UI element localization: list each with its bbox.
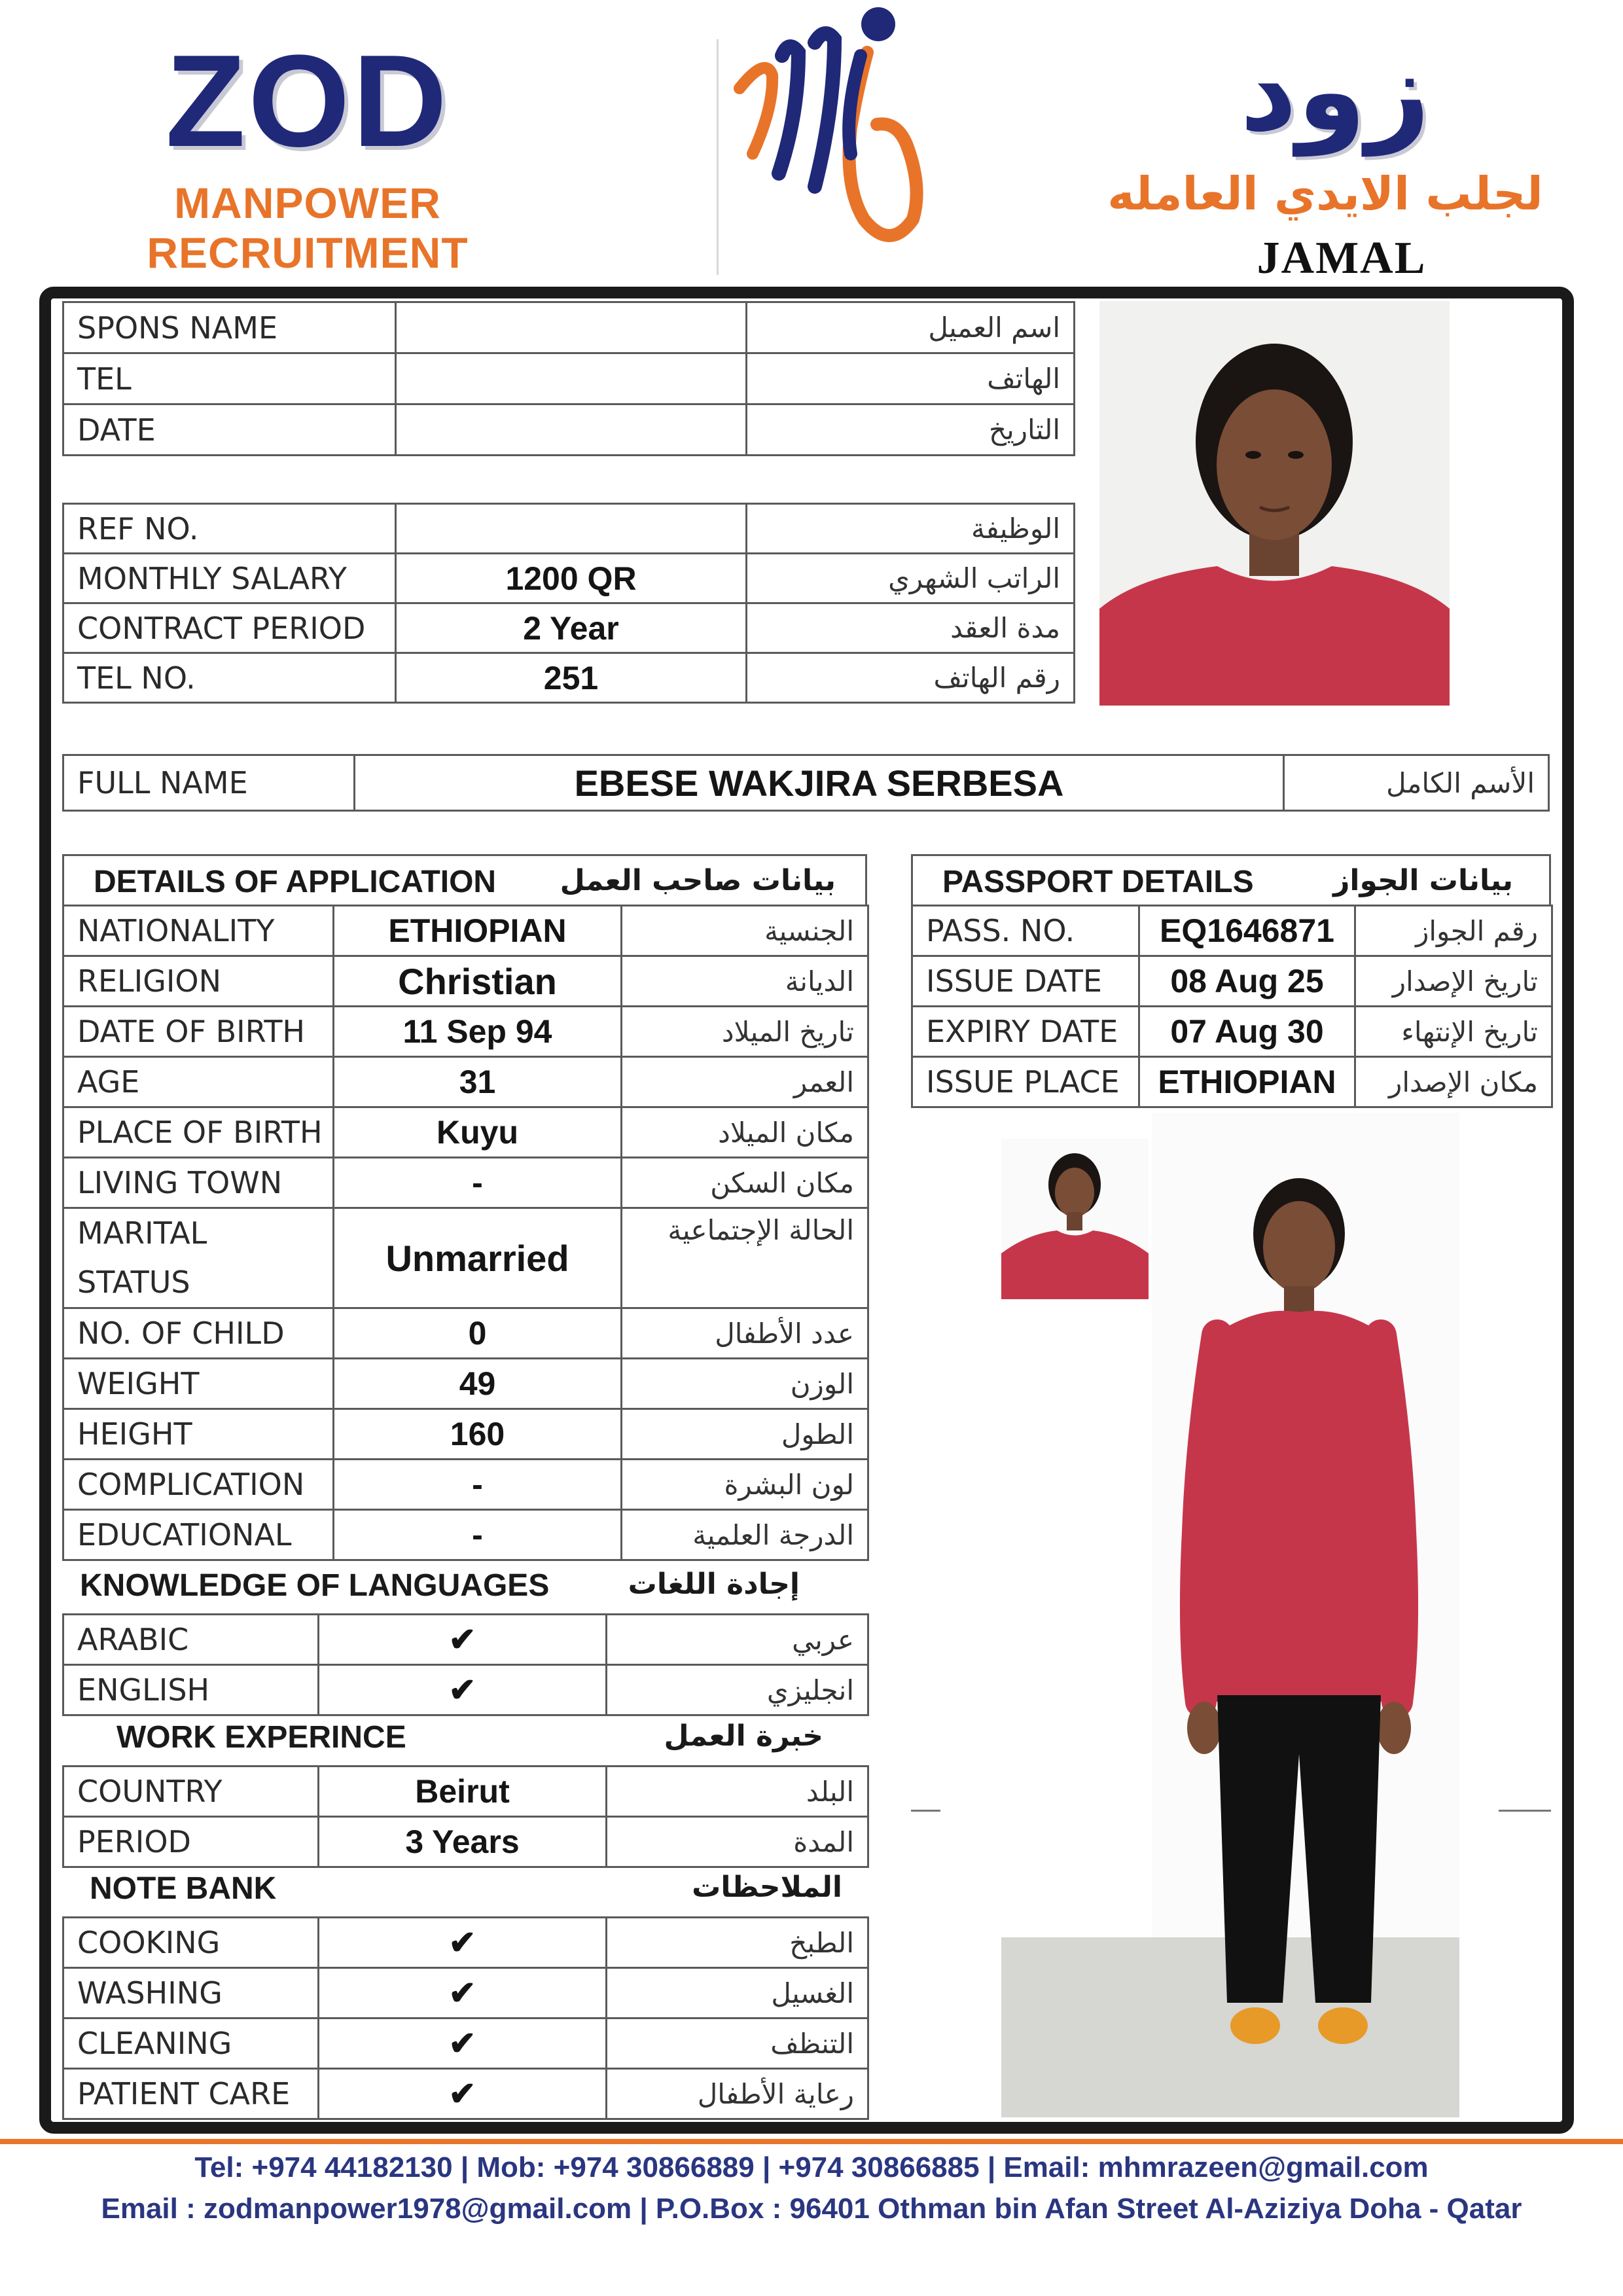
- religion-label: RELIGION: [63, 956, 334, 1007]
- english-lang-label: ENGLISH: [63, 1665, 319, 1715]
- cleaning-label: CLEANING: [63, 2018, 319, 2069]
- table-row: [63, 554, 1075, 603]
- patient-care-check-icon: ✔: [319, 2069, 607, 2119]
- pass-no-arabic: رقم الجواز: [1355, 906, 1552, 956]
- nationality-arabic: الجنسية: [622, 906, 868, 956]
- table-row: [63, 2018, 868, 2069]
- tel-no-arabic: رقم الهاتف: [747, 653, 1075, 703]
- nationality-value: ETHIOPIAN: [334, 906, 622, 956]
- zod-logo-icon: [726, 3, 942, 252]
- application-header: [62, 854, 867, 905]
- english-lang-arabic: انجليزي: [607, 1665, 868, 1715]
- experience-title: WORK EXPERINCE: [116, 1720, 406, 1755]
- table-row: [912, 1007, 1552, 1057]
- date-arabic: التاريخ: [747, 404, 1075, 456]
- application-title: DETAILS OF APPLICATION: [94, 865, 497, 899]
- table-row: [63, 353, 1075, 404]
- height-label: HEIGHT: [63, 1409, 334, 1460]
- weight-label: WEIGHT: [63, 1359, 334, 1409]
- table-row: [63, 1107, 868, 1158]
- dob-label: DATE OF BIRTH: [63, 1007, 334, 1057]
- educational-label: EDUCATIONAL: [63, 1510, 334, 1560]
- languages-title-arabic: إجادة اللغات: [628, 1568, 800, 1601]
- table-row: [63, 2069, 868, 2119]
- table-row: [63, 1968, 868, 2018]
- tel-arabic: الهاتف: [747, 353, 1075, 404]
- headshot-photo: [1099, 301, 1450, 706]
- experience-title-arabic: خبرة العمل: [664, 1719, 823, 1753]
- educational-arabic: الدرجة العلمية: [622, 1510, 868, 1560]
- tel-no-label: TEL NO.: [63, 653, 396, 703]
- issue-date-arabic: تاريخ الإصدار: [1355, 956, 1552, 1007]
- contract-period-label: CONTRACT PERIOD: [63, 603, 396, 653]
- pob-arabic: مكان الميلاد: [622, 1107, 868, 1158]
- table-row: [63, 1460, 868, 1510]
- table-row: [63, 653, 1075, 703]
- table-row: [63, 1918, 868, 1968]
- salary-label: MONTHLY SALARY: [63, 554, 396, 603]
- issue-place-value: ETHIOPIAN: [1139, 1057, 1355, 1107]
- complication-arabic: لون البشرة: [622, 1460, 868, 1510]
- issue-date-value: 08 Aug 25: [1139, 956, 1355, 1007]
- brand-arabic-subtitle: لجلب الايدي العامله: [1107, 167, 1543, 221]
- children-value: 0: [334, 1308, 622, 1359]
- full-body-photo: [1001, 1113, 1459, 2117]
- table-row: [63, 1359, 868, 1409]
- living-town-value: -: [334, 1158, 622, 1208]
- experience-table: [62, 1765, 869, 1868]
- table-row: [63, 1308, 868, 1359]
- arabic-lang-label: ARABIC: [63, 1615, 319, 1665]
- table-row: [63, 1208, 868, 1308]
- full-name-value: EBESE WAKJIRA SERBESA: [355, 755, 1284, 811]
- photo-area-line-left: [911, 1810, 940, 1812]
- age-value: 31: [334, 1057, 622, 1107]
- table-row: [63, 504, 1075, 554]
- table-row: [63, 1409, 868, 1460]
- table-row: [63, 1615, 868, 1665]
- date-label: DATE: [63, 404, 396, 456]
- pob-value: Kuyu: [334, 1107, 622, 1158]
- application-title-arabic: بيانات صاحب العمل: [560, 864, 836, 897]
- marital-label-line2: STATUS: [77, 1265, 190, 1300]
- educational-value: -: [334, 1510, 622, 1560]
- table-row: [912, 956, 1552, 1007]
- table-row: [63, 956, 868, 1007]
- patient-care-label: PATIENT CARE: [63, 2069, 319, 2119]
- notes-title: NOTE BANK: [90, 1871, 277, 1906]
- table-row: [63, 906, 868, 956]
- country-value: Beirut: [319, 1767, 607, 1817]
- arabic-check-icon: ✔: [319, 1615, 607, 1665]
- photo-area-line-right: [1499, 1810, 1551, 1812]
- ref-no-arabic: الوظيفة: [747, 504, 1075, 554]
- table-row: [63, 1817, 868, 1867]
- dob-arabic: تاريخ الميلاد: [622, 1007, 868, 1057]
- marital-status-arabic: الحالة الإجتماعية: [622, 1208, 868, 1308]
- complication-value: -: [334, 1460, 622, 1510]
- salary-value: 1200 QR: [396, 554, 747, 603]
- pass-no-label: PASS. NO.: [912, 906, 1139, 956]
- table-row: [63, 1057, 868, 1107]
- table-row: [912, 1057, 1552, 1107]
- contract-period-arabic: مدة العقد: [747, 603, 1075, 653]
- full-name-table: [62, 754, 1550, 812]
- marital-status-label: [63, 1208, 334, 1308]
- cooking-check-icon: ✔: [319, 1918, 607, 1968]
- ref-no-label: REF NO.: [63, 504, 396, 554]
- sponsor-table: [62, 301, 1075, 456]
- full-name-arabic: الأسم الكامل: [1284, 755, 1549, 811]
- height-value: 160: [334, 1409, 622, 1460]
- tel-label: TEL: [63, 353, 396, 404]
- washing-label: WASHING: [63, 1968, 319, 2018]
- period-value: 3 Years: [319, 1817, 607, 1867]
- agent-name: JAMAL: [1257, 233, 1427, 283]
- table-row: [63, 404, 1075, 456]
- cleaning-arabic: التنظف: [607, 2018, 868, 2069]
- contract-table: [62, 503, 1075, 704]
- english-check-icon: ✔: [319, 1665, 607, 1715]
- issue-place-label: ISSUE PLACE: [912, 1057, 1139, 1107]
- children-label: NO. OF CHILD: [63, 1308, 334, 1359]
- expiry-date-label: EXPIRY DATE: [912, 1007, 1139, 1057]
- brand-subtitle: MANPOWER RECRUITMENT: [147, 179, 469, 277]
- table-row: [63, 1665, 868, 1715]
- footer-divider: [0, 2139, 1623, 2144]
- issue-date-label: ISSUE DATE: [912, 956, 1139, 1007]
- patient-care-arabic: رعاية الأطفال: [607, 2069, 868, 2119]
- table-row: [63, 1007, 868, 1057]
- languages-header: [80, 1568, 800, 1613]
- salary-arabic: الراتب الشهري: [747, 554, 1075, 603]
- age-arabic: العمر: [622, 1057, 868, 1107]
- passport-header: [911, 854, 1551, 905]
- height-arabic: الطول: [622, 1409, 868, 1460]
- expiry-date-value: 07 Aug 30: [1139, 1007, 1355, 1057]
- table-row: [912, 906, 1552, 956]
- footer-contact-line1: Tel: +974 44182130 | Mob: +974 30866889 | +974 30866885 | Email: mhmrazeen@gmail.com: [194, 2151, 1429, 2183]
- header-divider: [717, 39, 719, 275]
- marital-status-value: Unmarried: [334, 1208, 622, 1308]
- languages-title: KNOWLEDGE OF LANGUAGES: [80, 1568, 550, 1603]
- expiry-date-arabic: تاريخ الإنتهاء: [1355, 1007, 1552, 1057]
- table-row: [63, 1158, 868, 1208]
- washing-check-icon: ✔: [319, 1968, 607, 2018]
- nationality-label: NATIONALITY: [63, 906, 334, 956]
- notes-title-arabic: الملاحظات: [692, 1871, 842, 1904]
- footer-contact-line2: Email : zodmanpower1978@gmail.com | P.O.Box : 96401 Othman bin Afan Street Al-Aziziya Doha - Qatar: [101, 2193, 1522, 2225]
- cooking-label: COOKING: [63, 1918, 319, 1968]
- period-arabic: المدة: [607, 1817, 868, 1867]
- table-row: [63, 1767, 868, 1817]
- passport-title-arabic: بيانات الجواز: [1333, 864, 1513, 897]
- table-row: [63, 755, 1549, 811]
- experience-header: [116, 1719, 823, 1765]
- table-row: [63, 302, 1075, 353]
- full-name-label: FULL NAME: [63, 755, 355, 811]
- languages-table: [62, 1613, 869, 1716]
- living-town-label: LIVING TOWN: [63, 1158, 334, 1208]
- cleaning-check-icon: ✔: [319, 2018, 607, 2069]
- country-arabic: البلد: [607, 1767, 868, 1817]
- dob-value: 11 Sep 94: [334, 1007, 622, 1057]
- period-label: PERIOD: [63, 1817, 319, 1867]
- age-label: AGE: [63, 1057, 334, 1107]
- spons-name-field[interactable]: [396, 302, 747, 353]
- brand-arabic: زود: [1240, 27, 1431, 156]
- passport-table: [911, 905, 1553, 1108]
- passport-title: PASSPORT DETAILS: [942, 865, 1254, 899]
- notes-header: [90, 1871, 842, 1916]
- tel-field[interactable]: [396, 353, 747, 404]
- washing-arabic: الغسيل: [607, 1968, 868, 2018]
- religion-arabic: الديانة: [622, 956, 868, 1007]
- living-town-arabic: مكان السكن: [622, 1158, 868, 1208]
- application-table: [62, 905, 869, 1561]
- spons-name-label: SPONS NAME: [63, 302, 396, 353]
- weight-arabic: الوزن: [622, 1359, 868, 1409]
- tel-no-value: 251: [396, 653, 747, 703]
- religion-value: Christian: [334, 956, 622, 1007]
- arabic-lang-arabic: عربي: [607, 1615, 868, 1665]
- contract-period-value: 2 Year: [396, 603, 747, 653]
- table-row: [63, 603, 1075, 653]
- notes-table: [62, 1916, 869, 2120]
- pob-label: PLACE OF BIRTH: [63, 1107, 334, 1158]
- pass-no-value: EQ1646871: [1139, 906, 1355, 956]
- spons-name-arabic: اسم العميل: [747, 302, 1075, 353]
- weight-value: 49: [334, 1359, 622, 1409]
- country-label: COUNTRY: [63, 1767, 319, 1817]
- children-arabic: عدد الأطفال: [622, 1308, 868, 1359]
- table-row: [63, 1510, 868, 1560]
- brand-title: ZOD: [165, 28, 450, 174]
- issue-place-arabic: مكان الإصدار: [1355, 1057, 1552, 1107]
- marital-label-line1: MARITAL: [77, 1215, 207, 1251]
- cooking-arabic: الطبخ: [607, 1918, 868, 1968]
- complication-label: COMPLICATION: [63, 1460, 334, 1510]
- date-field[interactable]: [396, 404, 747, 456]
- ref-no-value: [396, 504, 747, 554]
